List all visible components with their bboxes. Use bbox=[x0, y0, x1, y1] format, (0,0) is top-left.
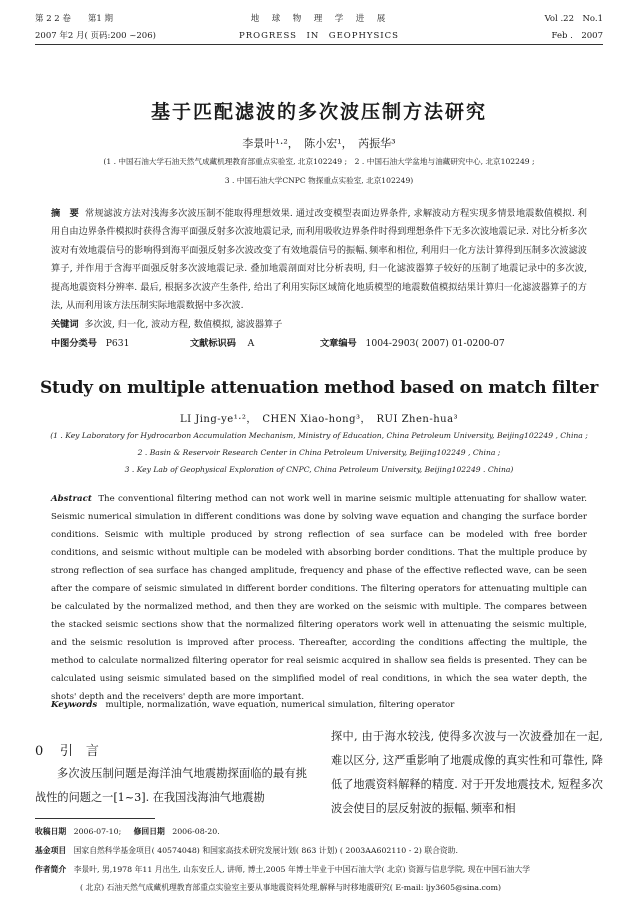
art-label: 文章编号 bbox=[320, 338, 357, 349]
abstract-en-label: Abstract bbox=[51, 494, 92, 504]
received-date: 2006-07-10; bbox=[73, 827, 122, 836]
keywords-en-label: Keywords bbox=[51, 700, 98, 710]
authors-cn: 李景叶¹·²， 陈小宏¹， 芮振华³ bbox=[242, 137, 396, 150]
footnote-author-cont: ( 北京) 石油天然气成藏机理教育部重点实验室主要从事地震资料处理,解释与时移地震研究( E-mail: ljy3605@sina.com) bbox=[80, 883, 502, 892]
clc-value: P631 bbox=[105, 338, 130, 349]
clc-label: 中图分类号 bbox=[51, 338, 97, 349]
abstract-cn-text: 常规滤波方法对浅海多次波压制不能取得理想效果. 通过改变模型表面边界条件, 求解波动方程实现多情景地震数值模拟. 利用自由边界条件模拟时获得含海平面强反射多次波地震记录, 而利用吸收边界条件时得到理想条件下无多次波地震记录. 对比分析多次波对有效地震信号的影响得到海平面强反射多次波改变了有效地震信号的振幅､频率和相位, 利用归一化方法计算得到压制多次波滤波算子, 并作用于含海平面强反射多次波地震记录. 叠加地震剖面对比分析表明, 归一化滤波器算子较好的压制了地震记录中的多次波, 提高地震资料分辨率. 最后, 根据多次波产生条件, 给出了利用实际区域简化地质模型的地震数值模拟结果计算归一化滤波器算子的方法, 从而利用该方法压制实际地震数据中多次波. bbox=[51, 208, 587, 312]
keywords-cn-text: 多次波, 归一化, 波动方程, 数值模拟, 滤波器算子 bbox=[84, 319, 283, 330]
keywords-en bbox=[51, 700, 454, 710]
date-pages: 2007 年2 月( 页码:200 ~206) bbox=[35, 31, 156, 41]
volume-issue-en: Vol .22 No.1 bbox=[544, 14, 603, 24]
affiliation-cn-1: (1 . 中国石油大学石油天然气成藏机理教育部重点实验室, 北京102249 ; 2 . 中国石油大学盆地与油藏研究中心, 北京102249 ; bbox=[103, 157, 535, 166]
fund-text: 国家自然科学基金项目( 40574048) 和国家高技术研究发展计划( 863 计划) ( 2003AA602110 - 2) 联合资助. bbox=[73, 846, 458, 855]
author-bio: 李景叶, 男,1978 年11 月出生, 山东安丘人, 讲师, 博士,2005 年博士毕业于中国石油大学( 北京) 资源与信息学院, 现在中国石油大学 bbox=[73, 865, 531, 874]
affiliation-cn-2: 3 . 中国石油大学CNPC 物探重点实验室, 北京102249) bbox=[224, 176, 414, 185]
revised-label: 修回日期 bbox=[133, 827, 165, 836]
art-value: 1004-2903( 2007) 01-0200-07 bbox=[365, 338, 505, 349]
journal-name-cn: 地 球 物 理 学 进 展 bbox=[250, 14, 388, 24]
paper-title-en: Study on multiple attenuation method based on match filter bbox=[40, 378, 598, 398]
keywords-cn-label: 关键词 bbox=[51, 319, 79, 330]
doc-value: A bbox=[247, 338, 255, 349]
received-label: 收稿日期 bbox=[35, 827, 67, 836]
footnote-fund bbox=[35, 845, 458, 856]
section-title: 引 言 bbox=[59, 744, 99, 759]
affiliation-en-3: 3 . Key Lab of Geophysical Exploration of CNPC, China Petroleum University, Beijing102249 . China) bbox=[124, 465, 514, 474]
footnote-author bbox=[35, 864, 530, 875]
volume-issue: 第 2 2 卷 第1 期 bbox=[35, 14, 114, 24]
authors-en: LI Jing-ye¹·²， CHEN Xiao-hong³， RUI Zhen-hua³ bbox=[179, 414, 459, 425]
section-heading bbox=[35, 740, 99, 759]
footnote-dates bbox=[35, 826, 220, 837]
abstract-en-text: The conventional filtering method can not work well in marine seismic multiple attenuating for shallow water. Seismic numerical simulation in different conditions was done by solving wave equation and changing the surface border conditions. Seismic with multiple produced by strong reflection of sea surface can be modeled with free border conditions, and seismic without multiple can be modeled with absorbing border conditions. That the multiple produce by strong reflection of sea surface has changed amplitude, frequency and phase of the effective reflected wave, can be seen after the compare of seismic simulated in different border conditions. The filtering operators for attenuating multiple can be calculated by the normalized method, and then they are worked on the seismic with multiple. The compares between the stacked seismic sections show that the normalized filtering operators work well in attenuating the seismic multiple, and the seismic resolution is improved after process. Thereafter, according the conditions affecting the multiple, the method to calculate normalized filtering operator for real seismic acquired in shallow sea fields is presented. They can be calculated using seismic simulated based on the simplified model of real conditions, in which the sea water depth, the shots' depth and the receivers' depth are more important. bbox=[51, 494, 587, 702]
doc-label: 文献标识码 bbox=[190, 338, 236, 349]
author-label: 作者简介 bbox=[35, 865, 67, 874]
keywords-en-text: multiple, normalization, wave equation, numerical simulation, filtering operator bbox=[105, 700, 455, 710]
abstract-en bbox=[51, 490, 587, 706]
revised-date: 2006-08-20. bbox=[172, 827, 220, 836]
keywords-cn bbox=[51, 316, 282, 330]
date-en: Feb . 2007 bbox=[551, 31, 603, 41]
classification-row bbox=[51, 335, 129, 349]
body-right-column: 探中, 由于海水较浅, 使得多次波与一次波叠加在一起, 难以区分, 这严重影响了地震成像的真实性和可靠性, 降低了地震资料解释的精度. 对于开发地震技术, 短程多次波会使目的层反射波的振幅､频率和相 bbox=[331, 730, 603, 815]
fund-label: 基金项目 bbox=[35, 846, 67, 855]
abstract-cn bbox=[51, 205, 587, 315]
doc-code bbox=[190, 335, 254, 349]
journal-name-en: PROGRESS IN GEOPHYSICS bbox=[239, 31, 399, 41]
abstract-cn-label: 摘 要 bbox=[51, 208, 79, 219]
paper-title-cn: 基于匹配滤波的多次波压制方法研究 bbox=[150, 101, 487, 123]
header-rule bbox=[35, 44, 603, 45]
section-number: 0 bbox=[35, 744, 44, 759]
affiliation-en-2: 2 . Basin & Reservoir Research Center in China Petroleum University, Beijing102249 , China ; bbox=[137, 448, 501, 457]
footnote-rule bbox=[35, 818, 155, 819]
affiliation-en-1: (1 . Key Laboratory for Hydrocarbon Accumulation Mechanism, Ministry of Education, China Petroleum University, Beijing102249 , China ; bbox=[50, 431, 588, 440]
body-left-column: 多次波压制问题是海洋油气地震勘探面临的最有挑战性的问题之一[1~3]. 在我国浅海油气地震勘 bbox=[35, 767, 307, 804]
article-number bbox=[320, 335, 505, 349]
